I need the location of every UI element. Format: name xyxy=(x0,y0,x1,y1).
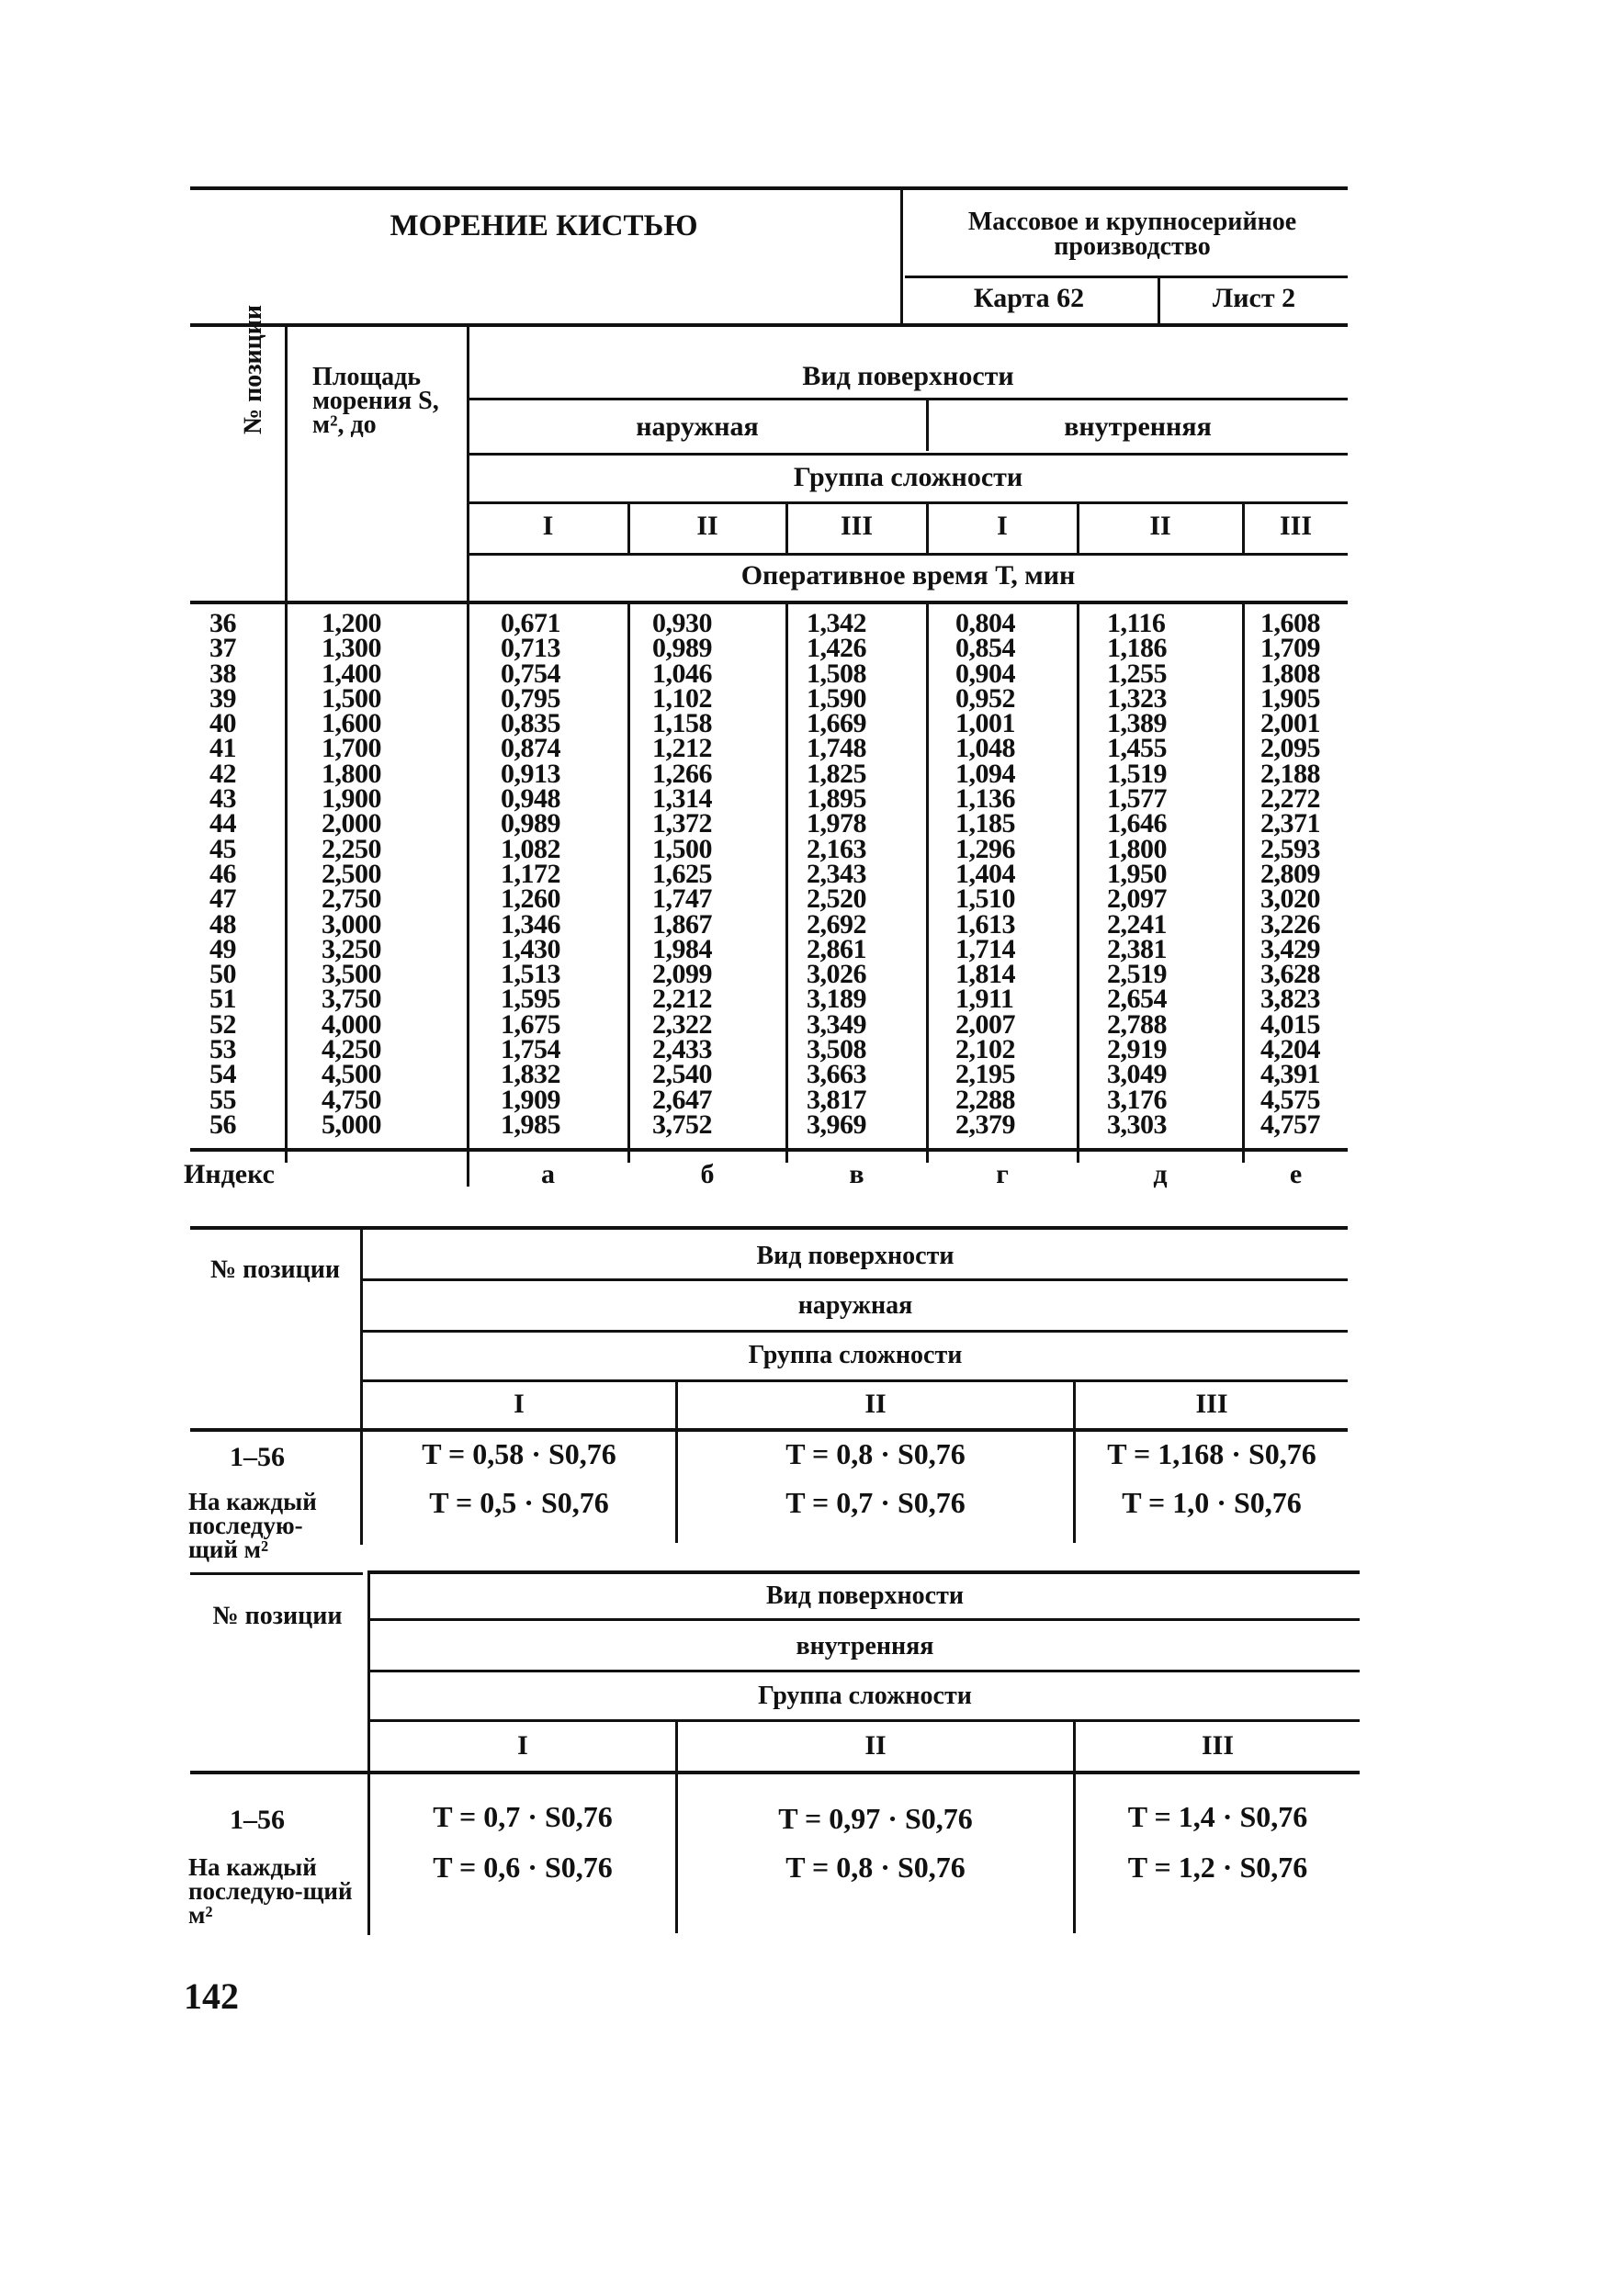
t2-group-2: II xyxy=(864,1389,887,1419)
value-g-cell: 0,904 xyxy=(955,658,1015,689)
card-number: Карта 62 xyxy=(973,283,1085,313)
value-e-cell: 1,905 xyxy=(1260,682,1320,714)
t1-group-4: I xyxy=(997,511,1008,541)
value-d-cell: 3,049 xyxy=(1107,1059,1167,1090)
area-cell: 1,600 xyxy=(322,708,381,739)
value-v-cell: 2,163 xyxy=(807,833,866,864)
value-column-e xyxy=(1260,608,1320,1140)
value-b-cell: 1,158 xyxy=(652,708,712,739)
area-cell: 1,300 xyxy=(322,633,381,664)
t1-rule-side xyxy=(469,453,1348,456)
value-a-cell: 1,513 xyxy=(501,959,560,990)
t1-vrule-pos xyxy=(285,327,288,602)
t1-rule-head-bottom xyxy=(190,601,1348,604)
value-a-cell: 1,260 xyxy=(501,884,560,915)
value-d-cell: 1,116 xyxy=(1107,608,1166,638)
t3-row2-label: На каждый последую-щий м² xyxy=(188,1853,353,1929)
area-cell: 4,750 xyxy=(322,1084,381,1115)
value-a-cell: 1,909 xyxy=(501,1084,560,1115)
value-g-cell: 1,404 xyxy=(955,858,1015,889)
position-cell: 36 xyxy=(209,608,236,638)
value-b-cell: 1,500 xyxy=(652,833,712,864)
value-v-cell: 1,895 xyxy=(807,783,866,815)
value-g-cell: 2,102 xyxy=(955,1034,1015,1065)
value-v-cell: 1,508 xyxy=(807,658,866,689)
area-cell: 4,000 xyxy=(322,1008,381,1040)
t1-body-vrule-6 xyxy=(1077,602,1079,1163)
value-a-cell: 1,675 xyxy=(501,1008,560,1040)
value-d-cell: 2,654 xyxy=(1107,984,1167,1015)
value-b-cell: 1,102 xyxy=(652,682,712,714)
value-e-cell: 4,757 xyxy=(1260,1109,1320,1140)
value-d-cell: 1,646 xyxy=(1107,808,1167,839)
t1-outer: наружная xyxy=(636,411,759,442)
value-g-cell: 0,804 xyxy=(955,608,1015,638)
value-e-cell: 4,204 xyxy=(1260,1034,1320,1065)
value-e-cell: 3,823 xyxy=(1260,984,1320,1015)
value-b-cell: 2,322 xyxy=(652,1008,712,1040)
t2-group-1: I xyxy=(514,1389,525,1419)
value-d-cell: 1,255 xyxy=(1107,658,1167,689)
value-column-d xyxy=(1107,608,1167,1140)
value-b-cell: 2,099 xyxy=(652,959,712,990)
area-cell: 2,750 xyxy=(322,884,381,915)
area-column xyxy=(322,608,381,1140)
value-a-cell: 1,082 xyxy=(501,833,560,864)
value-v-cell: 2,520 xyxy=(807,884,866,915)
area-cell: 4,250 xyxy=(322,1034,381,1065)
area-cell: 1,900 xyxy=(322,783,381,815)
value-b-cell: 0,930 xyxy=(652,608,712,638)
value-a-cell: 1,832 xyxy=(501,1059,560,1090)
value-a-cell: 1,595 xyxy=(501,984,560,1015)
value-g-cell: 2,195 xyxy=(955,1059,1015,1090)
area-cell: 2,500 xyxy=(322,858,381,889)
value-a-cell: 0,671 xyxy=(501,608,560,638)
t2-formula-2-1: T = 0,5 · S0,76 xyxy=(429,1486,609,1519)
t2-formula-1-3: T = 1,168 · S0,76 xyxy=(1107,1437,1316,1470)
value-e-cell: 3,226 xyxy=(1260,908,1320,940)
value-g-cell: 1,296 xyxy=(955,833,1015,864)
position-cell: 46 xyxy=(209,858,236,889)
value-column-b xyxy=(652,608,712,1140)
t2-head-bottom xyxy=(190,1428,1348,1432)
value-column-g xyxy=(955,608,1015,1140)
value-b-cell: 1,372 xyxy=(652,808,712,839)
t3-group-3: III xyxy=(1201,1730,1235,1761)
t3-formula-2-2: T = 0,8 · S0,76 xyxy=(785,1851,966,1884)
value-g-cell: 1,185 xyxy=(955,808,1015,839)
value-a-cell: 1,172 xyxy=(501,858,560,889)
t3-rule-group xyxy=(370,1719,1360,1722)
position-cell: 43 xyxy=(209,783,236,815)
t3-formula-2-3: T = 1,2 · S0,76 xyxy=(1127,1851,1308,1884)
position-cell: 54 xyxy=(209,1059,236,1090)
value-b-cell: 3,752 xyxy=(652,1109,712,1140)
value-e-cell: 4,575 xyxy=(1260,1084,1320,1115)
value-v-cell: 3,817 xyxy=(807,1084,866,1115)
index-v: в xyxy=(849,1159,864,1189)
t1-body-vrule-1 xyxy=(285,602,288,1163)
value-a-cell: 0,754 xyxy=(501,658,560,689)
t3-group-2: II xyxy=(864,1730,887,1761)
t3-surface: внутренняя xyxy=(796,1632,934,1660)
value-b-cell: 1,984 xyxy=(652,933,712,964)
t1-group-3: III xyxy=(840,511,874,541)
t1-index-rule xyxy=(190,1148,1348,1152)
t3-complexity-group: Группа сложности xyxy=(758,1682,972,1710)
t2-complexity-group: Группа сложности xyxy=(748,1341,963,1369)
value-g-cell: 0,952 xyxy=(955,682,1015,714)
value-a-cell: 0,795 xyxy=(501,682,560,714)
value-e-cell: 2,593 xyxy=(1260,833,1320,864)
position-cell: 40 xyxy=(209,708,236,739)
t3-formula-1-1: T = 0,7 · S0,76 xyxy=(433,1800,613,1833)
value-g-cell: 1,911 xyxy=(955,984,1014,1015)
t1-body-vrule-2 xyxy=(467,602,469,1163)
t2-row1-label: 1–56 xyxy=(230,1442,285,1472)
value-v-cell: 3,969 xyxy=(807,1109,866,1140)
position-cell: 47 xyxy=(209,884,236,915)
t3-formula-2-1: T = 0,6 · S0,76 xyxy=(433,1851,613,1884)
value-v-cell: 3,663 xyxy=(807,1059,866,1090)
t3-pos-header: № позиции xyxy=(212,1602,343,1630)
value-d-cell: 1,950 xyxy=(1107,858,1167,889)
t2-formula-1-2: T = 0,8 · S0,76 xyxy=(785,1437,966,1470)
value-b-cell: 1,266 xyxy=(652,758,712,789)
t1-body-vrule-3 xyxy=(627,602,630,1163)
position-cell: 48 xyxy=(209,908,236,940)
area-cell: 4,500 xyxy=(322,1059,381,1090)
t3-row1-label: 1–56 xyxy=(230,1805,285,1835)
header-card-divider xyxy=(1158,277,1160,323)
t1-group-5: II xyxy=(1149,511,1171,541)
value-a-cell: 1,985 xyxy=(501,1109,560,1140)
index-a: а xyxy=(541,1159,555,1189)
t2-rule-group xyxy=(363,1379,1348,1382)
value-a-cell: 0,989 xyxy=(501,808,560,839)
page-number: 142 xyxy=(184,1975,239,2017)
position-cell: 42 xyxy=(209,758,236,789)
t2-formula-2-2: T = 0,7 · S0,76 xyxy=(785,1486,966,1519)
value-g-cell: 1,001 xyxy=(955,708,1015,739)
page-title: МОРЕНИЕ КИСТЬЮ xyxy=(390,209,698,242)
index-g: г xyxy=(996,1159,1009,1189)
sheet-number: Лист 2 xyxy=(1212,283,1296,313)
value-g-cell: 1,814 xyxy=(955,959,1015,990)
area-cell: 2,000 xyxy=(322,808,381,839)
area-cell: 3,000 xyxy=(322,908,381,940)
value-d-cell: 1,323 xyxy=(1107,682,1167,714)
value-g-cell: 0,854 xyxy=(955,633,1015,664)
value-b-cell: 2,212 xyxy=(652,984,712,1015)
value-b-cell: 1,867 xyxy=(652,908,712,940)
value-b-cell: 1,046 xyxy=(652,658,712,689)
t1-group-2: II xyxy=(696,511,718,541)
value-d-cell: 1,800 xyxy=(1107,833,1167,864)
value-v-cell: 1,978 xyxy=(807,808,866,839)
value-v-cell: 2,692 xyxy=(807,908,866,940)
t3-formula-1-2: T = 0,97 · S0,76 xyxy=(778,1802,973,1835)
value-e-cell: 4,015 xyxy=(1260,1008,1320,1040)
position-cell: 51 xyxy=(209,984,236,1015)
position-cell: 37 xyxy=(209,633,236,664)
index-b: б xyxy=(700,1159,715,1189)
header-top-rule xyxy=(190,186,1348,190)
value-e-cell: 3,429 xyxy=(1260,933,1320,964)
production-type: Массовое и крупносерийное производство xyxy=(967,208,1297,261)
t2-formula-2-3: T = 1,0 · S0,76 xyxy=(1122,1486,1302,1519)
header-bottom-rule xyxy=(190,323,1348,327)
value-b-cell: 2,540 xyxy=(652,1059,712,1090)
value-g-cell: 2,007 xyxy=(955,1008,1015,1040)
value-e-cell: 2,371 xyxy=(1260,808,1320,839)
value-b-cell: 0,989 xyxy=(652,633,712,664)
area-cell: 1,500 xyxy=(322,682,381,714)
t2-group-3: III xyxy=(1195,1389,1228,1419)
t1-rule-group xyxy=(469,501,1348,504)
t2-surface: наружная xyxy=(797,1291,913,1320)
position-cell: 56 xyxy=(209,1109,236,1140)
value-e-cell: 2,095 xyxy=(1260,733,1320,764)
value-d-cell: 3,176 xyxy=(1107,1084,1167,1115)
value-g-cell: 2,288 xyxy=(955,1084,1015,1115)
position-cell: 38 xyxy=(209,658,236,689)
t1-rule-surface xyxy=(469,398,1348,400)
value-v-cell: 3,349 xyxy=(807,1008,866,1040)
value-v-cell: 1,426 xyxy=(807,633,866,664)
t2-bottom-rule xyxy=(190,1572,363,1575)
value-v-cell: 1,590 xyxy=(807,682,866,714)
value-column-v xyxy=(807,608,866,1140)
position-cell: 39 xyxy=(209,682,236,714)
value-a-cell: 1,754 xyxy=(501,1034,560,1065)
value-a-cell: 1,430 xyxy=(501,933,560,964)
value-g-cell: 1,613 xyxy=(955,908,1015,940)
value-d-cell: 1,519 xyxy=(1107,758,1167,789)
t1-body-vrule-4 xyxy=(785,602,788,1163)
area-cell: 1,200 xyxy=(322,608,381,638)
t3-surface-type: Вид поверхности xyxy=(766,1581,964,1610)
value-v-cell: 3,508 xyxy=(807,1034,866,1065)
t3-group-1: I xyxy=(517,1730,528,1761)
t1-area-header: Площадь морения S, м², до xyxy=(312,363,439,439)
t1-inner: внутренняя xyxy=(1064,411,1212,442)
value-a-cell: 1,346 xyxy=(501,908,560,940)
area-cell: 5,000 xyxy=(322,1109,381,1140)
area-cell: 3,250 xyxy=(322,933,381,964)
t1-rule-romans xyxy=(469,553,1348,556)
value-g-cell: 1,714 xyxy=(955,933,1015,964)
t1-body-vrule-5 xyxy=(926,602,929,1163)
position-cell: 52 xyxy=(209,1008,236,1040)
t2-surface-type: Вид поверхности xyxy=(756,1242,954,1270)
value-d-cell: 3,303 xyxy=(1107,1109,1167,1140)
t3-rule-surface xyxy=(370,1618,1360,1621)
t2-pos-header: № позиции xyxy=(209,1255,341,1284)
value-e-cell: 2,188 xyxy=(1260,758,1320,789)
value-e-cell: 2,809 xyxy=(1260,858,1320,889)
index-e: е xyxy=(1289,1159,1303,1189)
value-d-cell: 1,577 xyxy=(1107,783,1167,815)
value-g-cell: 1,136 xyxy=(955,783,1015,815)
value-v-cell: 1,342 xyxy=(807,608,866,638)
area-cell: 3,500 xyxy=(322,959,381,990)
value-v-cell: 3,026 xyxy=(807,959,866,990)
value-v-cell: 1,825 xyxy=(807,758,866,789)
value-e-cell: 1,608 xyxy=(1260,608,1320,638)
position-cell: 44 xyxy=(209,808,236,839)
area-cell: 1,800 xyxy=(322,758,381,789)
value-a-cell: 0,874 xyxy=(501,733,560,764)
t2-rule-surface xyxy=(363,1278,1348,1281)
t1-group-6: III xyxy=(1279,511,1313,541)
header-divider xyxy=(900,188,903,326)
t1-surface-type: Вид поверхности xyxy=(802,361,1014,391)
value-b-cell: 1,625 xyxy=(652,858,712,889)
position-cell: 50 xyxy=(209,959,236,990)
position-cell: 41 xyxy=(209,733,236,764)
t1-group-1: I xyxy=(542,511,554,541)
value-g-cell: 1,094 xyxy=(955,758,1015,789)
value-b-cell: 1,212 xyxy=(652,733,712,764)
t3-rule-side xyxy=(370,1670,1360,1672)
area-cell: 3,750 xyxy=(322,984,381,1015)
position-cell: 53 xyxy=(209,1034,236,1065)
value-d-cell: 1,455 xyxy=(1107,733,1167,764)
area-cell: 1,700 xyxy=(322,733,381,764)
header-sub-rule xyxy=(905,276,1348,278)
value-e-cell: 3,628 xyxy=(1260,959,1320,990)
value-d-cell: 2,381 xyxy=(1107,933,1167,964)
value-v-cell: 1,669 xyxy=(807,708,866,739)
value-g-cell: 1,048 xyxy=(955,733,1015,764)
value-d-cell: 2,919 xyxy=(1107,1034,1167,1065)
value-e-cell: 3,020 xyxy=(1260,884,1320,915)
value-a-cell: 0,713 xyxy=(501,633,560,664)
value-d-cell: 1,186 xyxy=(1107,633,1167,664)
value-a-cell: 0,948 xyxy=(501,783,560,815)
value-d-cell: 2,241 xyxy=(1107,908,1167,940)
position-column xyxy=(209,608,236,1140)
t2-formula-1-1: T = 0,58 · S0,76 xyxy=(422,1437,616,1470)
value-v-cell: 2,861 xyxy=(807,933,866,964)
value-b-cell: 2,433 xyxy=(652,1034,712,1065)
value-e-cell: 1,808 xyxy=(1260,658,1320,689)
t1-complexity-group: Группа сложности xyxy=(793,462,1023,492)
index-label: Индекс xyxy=(184,1159,275,1189)
value-e-cell: 1,709 xyxy=(1260,633,1320,664)
index-d: д xyxy=(1153,1159,1168,1189)
value-a-cell: 0,913 xyxy=(501,758,560,789)
value-d-cell: 2,519 xyxy=(1107,959,1167,990)
value-b-cell: 1,747 xyxy=(652,884,712,915)
value-b-cell: 2,647 xyxy=(652,1084,712,1115)
t3-head-bottom xyxy=(190,1771,1360,1774)
t2-rule-side xyxy=(363,1330,1348,1333)
value-v-cell: 1,748 xyxy=(807,733,866,764)
value-d-cell: 1,389 xyxy=(1107,708,1167,739)
value-v-cell: 2,343 xyxy=(807,858,866,889)
area-cell: 1,400 xyxy=(322,658,381,689)
t2-top-rule xyxy=(190,1226,1348,1230)
value-a-cell: 0,835 xyxy=(501,708,560,739)
t3-top-rule xyxy=(367,1570,1360,1574)
value-g-cell: 1,510 xyxy=(955,884,1015,915)
t1-body-vrule-7 xyxy=(1242,602,1245,1163)
position-cell: 55 xyxy=(209,1084,236,1115)
area-cell: 2,250 xyxy=(322,833,381,864)
value-v-cell: 3,189 xyxy=(807,984,866,1015)
value-e-cell: 4,391 xyxy=(1260,1059,1320,1090)
value-d-cell: 2,788 xyxy=(1107,1008,1167,1040)
value-b-cell: 1,314 xyxy=(652,783,712,815)
position-cell: 45 xyxy=(209,833,236,864)
value-e-cell: 2,272 xyxy=(1260,783,1320,815)
t2-row2-label: На каждый последую-щий м² xyxy=(188,1488,317,1563)
value-e-cell: 2,001 xyxy=(1260,708,1320,739)
value-g-cell: 2,379 xyxy=(955,1109,1015,1140)
t1-op-time: Оперативное время Т, мин xyxy=(740,560,1076,591)
t3-formula-1-3: T = 1,4 · S0,76 xyxy=(1127,1800,1308,1833)
value-column-a xyxy=(501,608,560,1140)
position-cell: 49 xyxy=(209,933,236,964)
value-d-cell: 2,097 xyxy=(1107,884,1167,915)
